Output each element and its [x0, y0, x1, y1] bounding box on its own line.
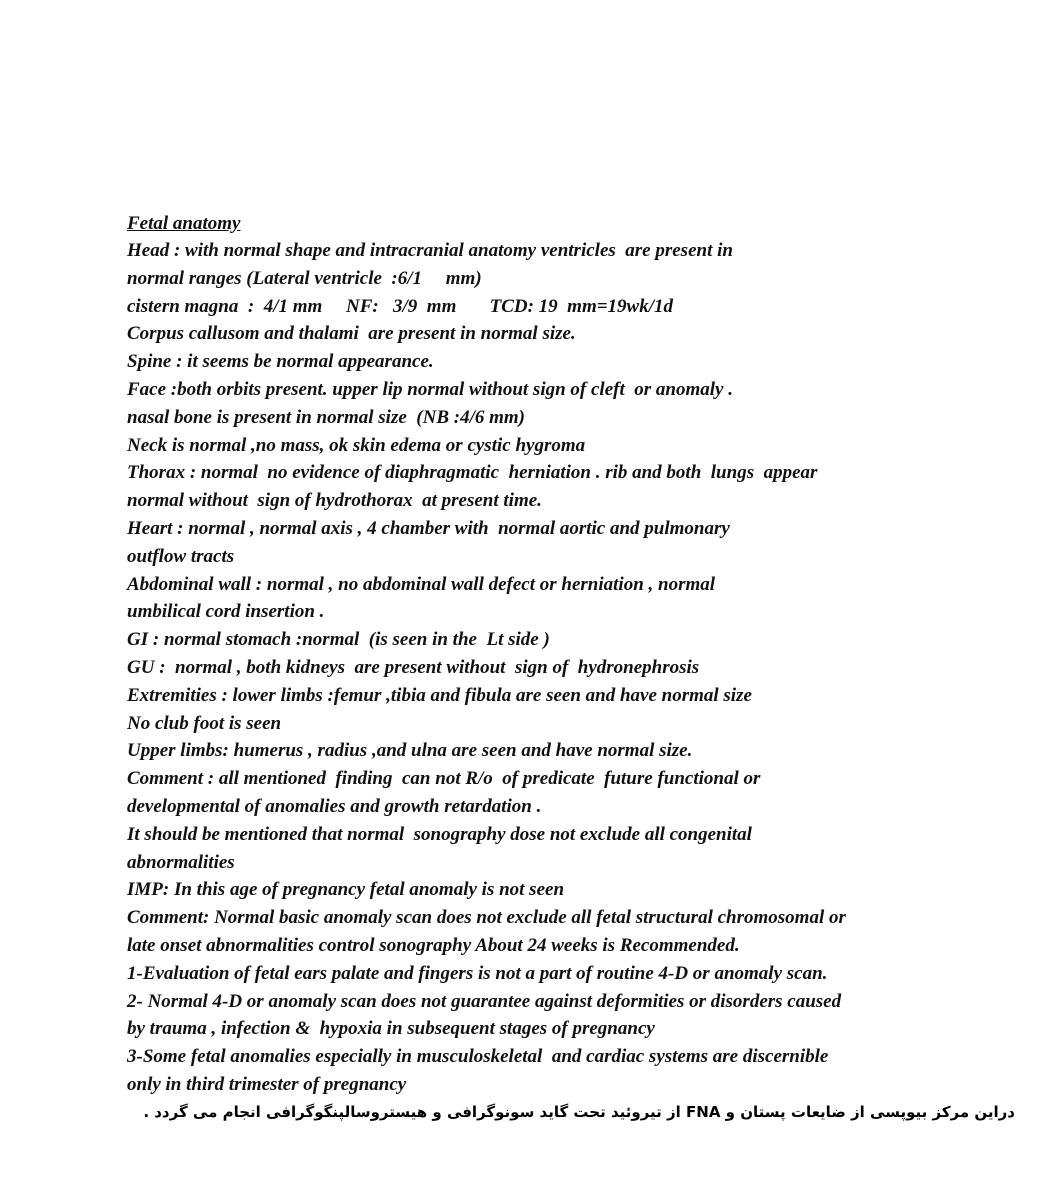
report-line-impression: IMP: In this age of pregnancy fetal anomaly is not seen — [127, 879, 565, 901]
report-line-gi: GI : normal stomach :normal (is seen in the Lt side ) — [127, 629, 550, 651]
report-line-comment-basic: Comment: Normal basic anomaly scan does not exclude all fetal structural chromosomal or — [127, 907, 846, 929]
report-line-spine: Spine : it seems be normal appearance. — [127, 351, 434, 373]
report-line-abdominal-wall: Abdominal wall : normal , no abdominal wall defect or herniation , normal — [127, 573, 716, 595]
report-line-note-2: 2- Normal 4-D or anomaly scan does not guarantee against deformities or disorders caused — [127, 990, 842, 1012]
report-line-comment-basic-cont: late onset abnormalities control sonography About 24 weeks is Recommended. — [127, 934, 740, 956]
report-line-thorax-cont: normal without sign of hydrothorax at present time. — [127, 490, 542, 512]
report-line-note-3-cont: only in third trimester of pregnancy — [127, 1073, 407, 1095]
report-line-nasal-bone: nasal bone is present in normal size (NB :4/6 mm) — [127, 406, 525, 428]
report-line-face: Face :both orbits present. upper lip normal without sign of cleft or anomaly . — [127, 378, 733, 400]
report-line-mention-cont: abnormalities — [127, 851, 235, 873]
report-line-gu: GU : normal , both kidneys are present without sign of hydronephrosis — [127, 656, 700, 678]
report-line-note-2-cont: by trauma , infection & hypoxia in subsequent stages of pregnancy — [127, 1018, 655, 1040]
report-line-note-1: 1-Evaluation of fetal ears palate and fingers is not a part of routine 4-D or anomaly scan. — [127, 962, 828, 984]
report-line-upper-limbs: Upper limbs: humerus , radius ,and ulna are seen and have normal size. — [127, 740, 693, 762]
report-line-neck: Neck is normal ,no mass, ok skin edema or cystic hygroma — [127, 434, 586, 456]
report-line-extremities: Extremities : lower limbs :femur ,tibia and fibula are seen and have normal size — [127, 684, 752, 706]
section-title: Fetal anatomy — [127, 213, 241, 234]
report-line-thorax: Thorax : normal no evidence of diaphragmatic herniation . rib and both lungs appear — [127, 462, 818, 484]
report-line-head: Head : with normal shape and intracranial anatomy ventricles are present in — [127, 240, 733, 261]
clinic-footer-note: دراین مرکز بیوپسی از ضایعات پستان و FNA از تیروئید تحت گاید سونوگرافی و هیستروسالپنگوگرافی انجام می گردد . — [143, 1103, 1015, 1121]
report-line-club-foot: No club foot is seen — [127, 712, 282, 734]
report-line-heart-cont: outflow tracts — [127, 545, 235, 567]
report-line-lateral-ventricle: normal ranges (Lateral ventricle :6/1 mm) — [127, 267, 482, 289]
report-line-comment: Comment : all mentioned finding can not R/o of predicate future functional or — [127, 768, 761, 790]
report-line-cistern-magna: cistern magna : 4/1 mm NF: 3/9 mm TCD: 19 mm=19wk/1d — [127, 295, 674, 317]
report-body — [127, 210, 1007, 1099]
report-line-heart: Heart : normal , normal axis , 4 chamber with normal aortic and pulmonary — [127, 517, 730, 539]
report-line-note-3: 3-Some fetal anomalies especially in musculoskeletal and cardiac systems are discernible — [127, 1046, 829, 1068]
report-line-corpus-callosum: Corpus callusom and thalami are present in normal size. — [127, 323, 576, 345]
report-line-mention: It should be mentioned that normal sonography dose not exclude all congenital — [127, 823, 752, 845]
report-line-comment-cont: developmental of anomalies and growth retardation . — [127, 795, 542, 817]
report-line-abdominal-wall-cont: umbilical cord insertion . — [127, 601, 325, 623]
